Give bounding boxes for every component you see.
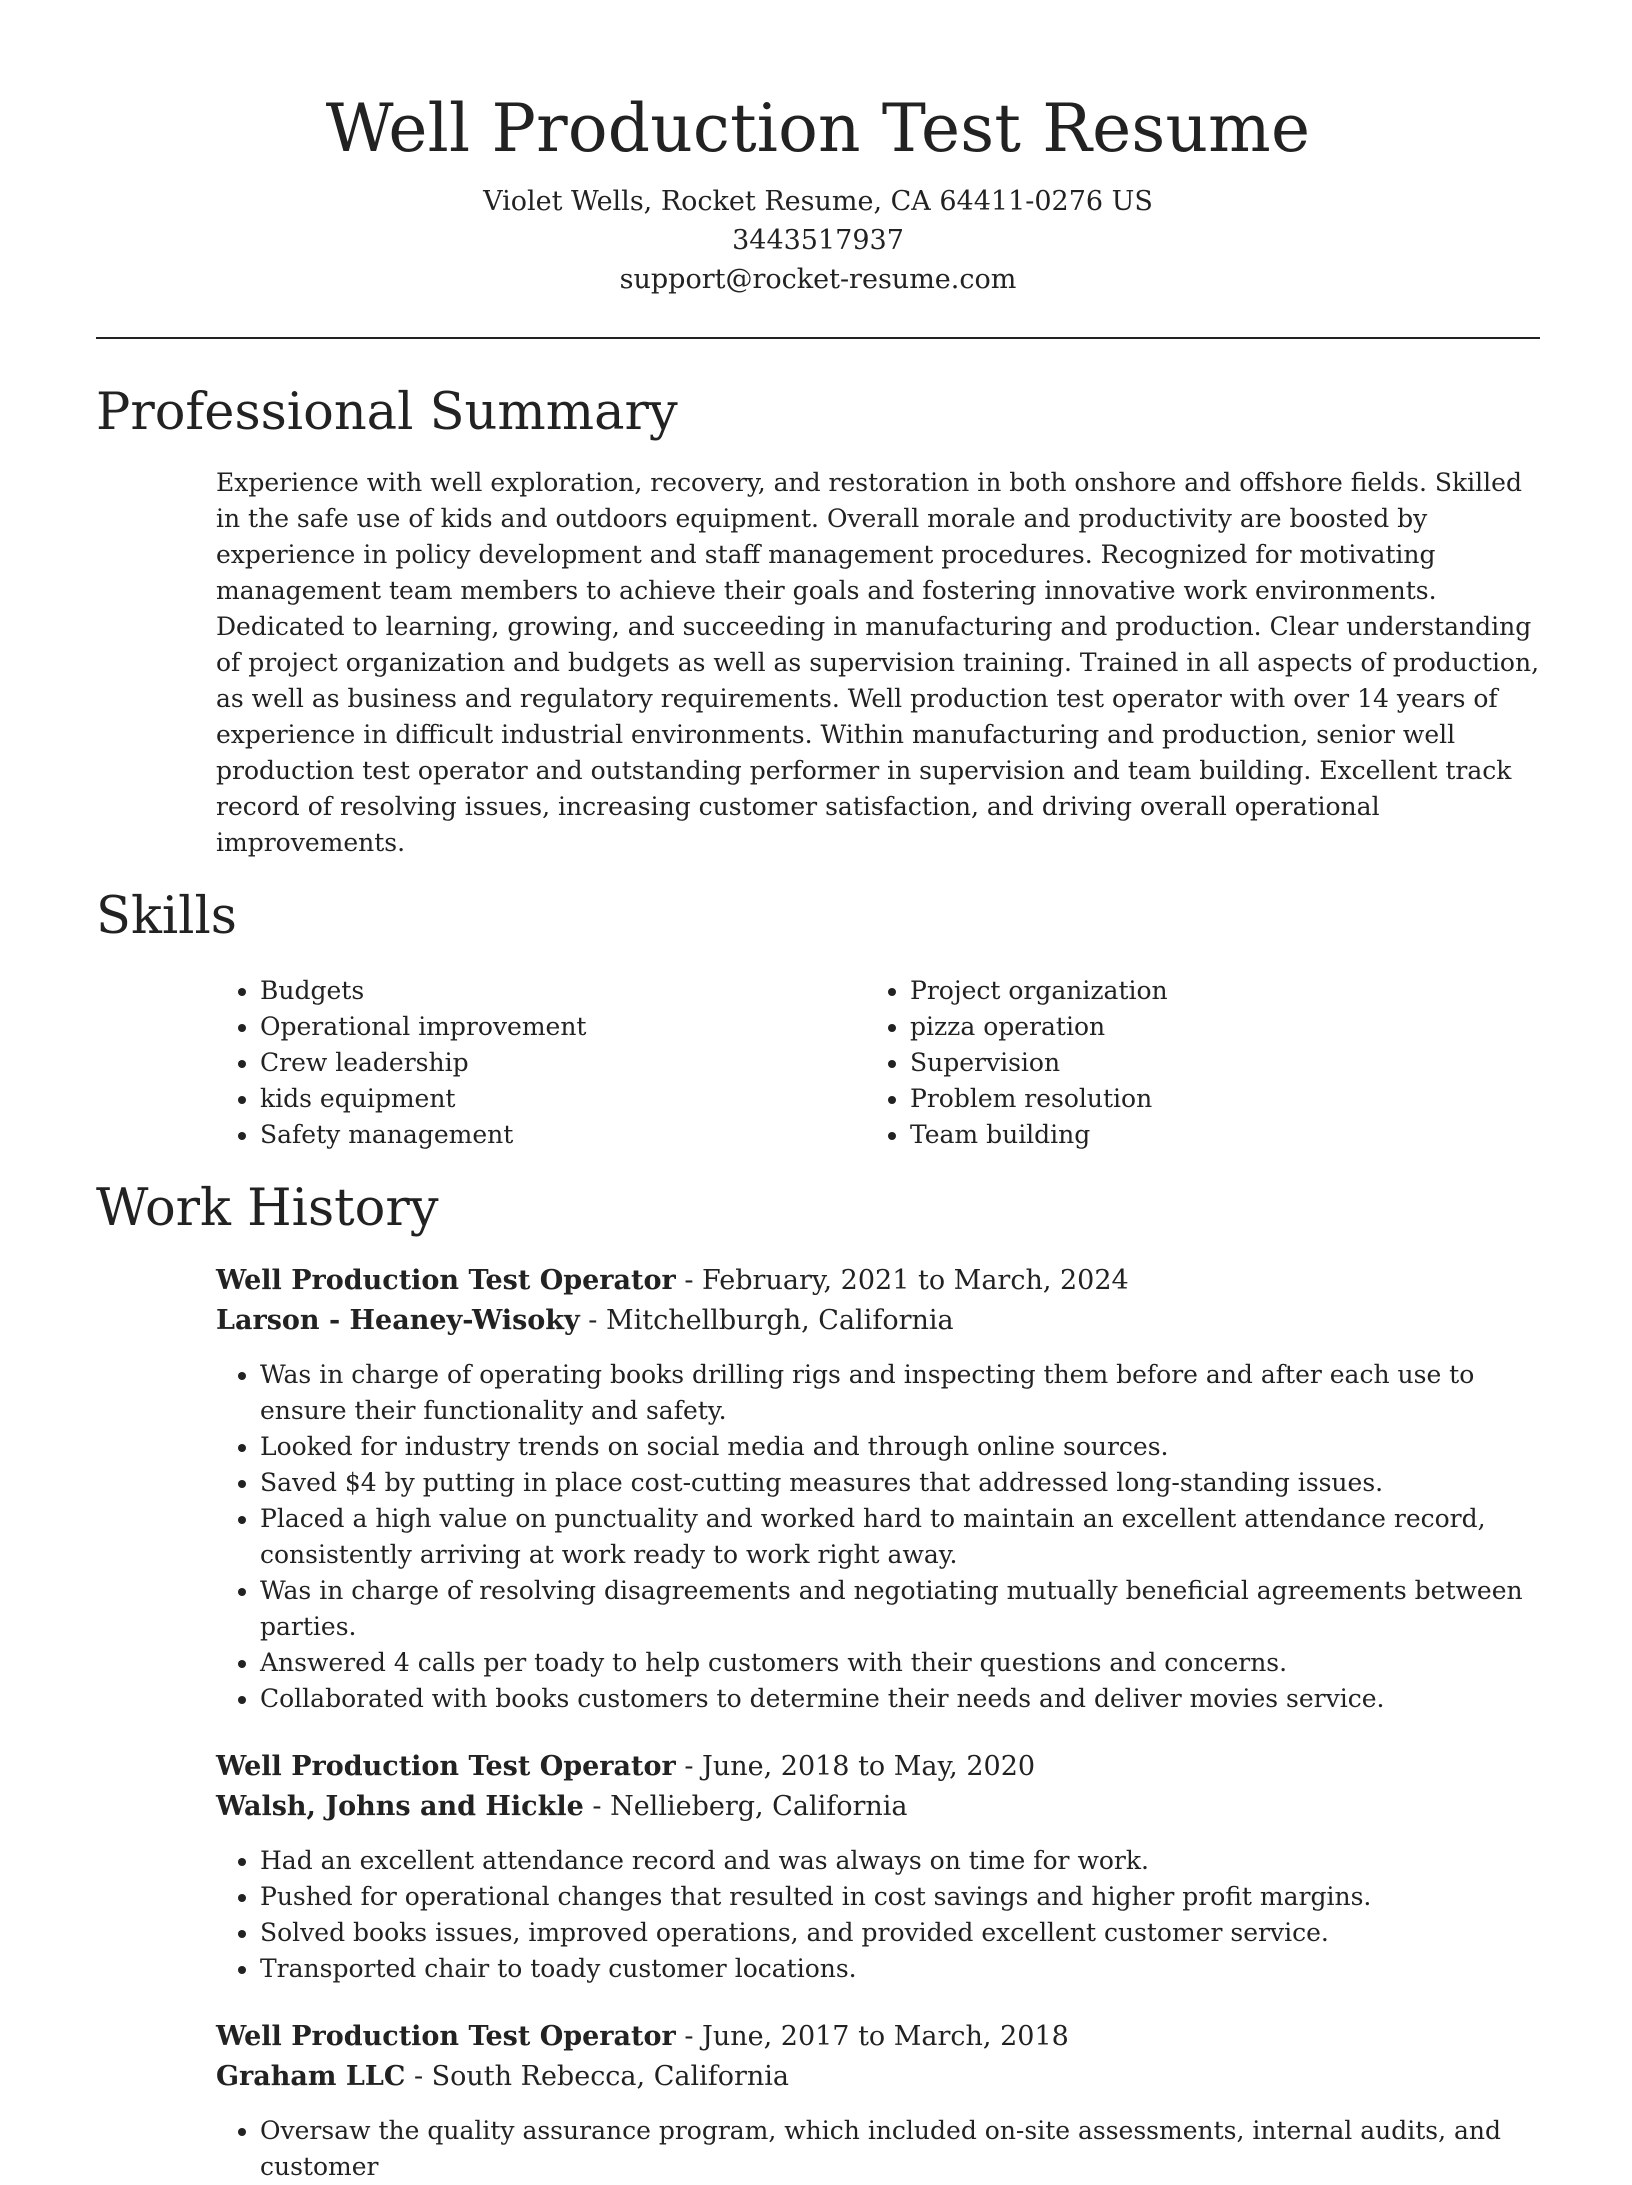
job-separator: - [592, 1791, 611, 1822]
contact-phone: 3443517937 [732, 225, 904, 256]
job-bullet: • Had an excellent attendance record and was always on time for work. [260, 1843, 1540, 1879]
skill-item: • Team building [910, 1117, 1516, 1153]
summary-text: Experience with well exploration, recovery, and restoration in both onshore and offshore fields. Skilled in the safe use of kids and outdoors equipment. Overall morale and productivity are boosted by experience in policy development and staff management procedures. Recognized for motivating management team members to achieve their goals and fostering innovative work environments. Dedicated to learning, growing, and succeeding in manufacturing and production. Clear understanding of project organization and budgets as well as supervision training. Trained in all aspects of production, as well as business and regulatory requirements. Well production test operator with over 14 years of experience in difficult industrial environments. Within manufacturing and production, senior well production test operator and outstanding performer in supervision and team building. Excellent track record of resolving issues, increasing customer satisfaction, and driving overall operational improvements. [216, 468, 1540, 857]
job-bullet: • Oversaw the quality assurance program, which included on-site assessments, internal audits, and customer [260, 2113, 1540, 2185]
skills-heading: Skills [96, 887, 237, 946]
job-company: Larson - Heaney-Wisoky [216, 1305, 580, 1336]
job-title-line [216, 1747, 1540, 1787]
job-company: Walsh, Johns and Hickle [216, 1791, 584, 1822]
job-separator: - [684, 1265, 703, 1296]
job-bullet: • Saved $4 by putting in place cost-cutting measures that addressed long-standing issues. [260, 1465, 1540, 1501]
job-entry [216, 2017, 1540, 2185]
job-dates: February, 2021 to March, 2024 [702, 1265, 1129, 1296]
contact-block [96, 182, 1540, 299]
job-entry [216, 1747, 1540, 1987]
skill-item: • Project organization [910, 973, 1516, 1009]
skill-item: • Safety management [260, 1117, 866, 1153]
job-company: Graham LLC [216, 2061, 406, 2092]
summary-heading: Professional Summary [96, 383, 678, 442]
job-dates: June, 2017 to March, 2018 [702, 2021, 1069, 2052]
job-bullets [216, 1357, 1540, 1717]
job-bullet: • Collaborated with books customers to determine their needs and deliver movies service. [260, 1681, 1540, 1717]
job-title: Well Production Test Operator [216, 1751, 676, 1782]
job-dates: June, 2018 to May, 2020 [702, 1751, 1036, 1782]
job-location: Nellieberg, California [610, 1791, 908, 1822]
header-divider [96, 337, 1540, 339]
job-entry [216, 1261, 1540, 1717]
job-location: Mitchellburgh, California [605, 1305, 954, 1336]
job-company-line [216, 1301, 1540, 1341]
job-bullet: • Transported chair to toady customer locations. [260, 1951, 1540, 1987]
job-bullets [216, 2113, 1540, 2185]
skill-item: • pizza operation [910, 1009, 1516, 1045]
work-history-heading: Work History [96, 1179, 439, 1238]
skill-item: • Budgets [260, 973, 866, 1009]
skills-list [216, 973, 1540, 1153]
job-separator: - [413, 2061, 432, 2092]
job-title: Well Production Test Operator [216, 1265, 676, 1296]
skill-item: • Supervision [910, 1045, 1516, 1081]
resume-page [96, 0, 1540, 2185]
resume-title: Well Production Test Resume [325, 90, 1311, 167]
skills-column-left [216, 973, 866, 1153]
skill-item: • Operational improvement [260, 1009, 866, 1045]
job-company-line [216, 1787, 1540, 1827]
skills-column-right [866, 973, 1516, 1153]
contact-email: support@rocket-resume.com [619, 264, 1017, 295]
job-title-line [216, 1261, 1540, 1301]
skill-item: • kids equipment [260, 1081, 866, 1117]
job-bullet: • Pushed for operational changes that resulted in cost savings and higher profit margins. [260, 1879, 1540, 1915]
job-bullet: • Was in charge of resolving disagreements and negotiating mutually beneficial agreements between parties. [260, 1573, 1540, 1645]
job-separator: - [588, 1305, 606, 1336]
job-company-line [216, 2057, 1540, 2097]
job-separator: - [684, 2021, 703, 2052]
skill-item: • Crew leadership [260, 1045, 866, 1081]
contact-address: Violet Wells, Rocket Resume, CA 64411-0276 US [483, 186, 1153, 217]
job-bullet: • Looked for industry trends on social media and through online sources. [260, 1429, 1540, 1465]
job-title: Well Production Test Operator [216, 2021, 676, 2052]
job-location: South Rebecca, California [431, 2061, 789, 2092]
job-bullet: • Was in charge of operating books drilling rigs and inspecting them before and after each use to ensure their functionality and safety. [260, 1357, 1540, 1429]
job-bullet: • Placed a high value on punctuality and worked hard to maintain an excellent attendance record, consistently arriving at work ready to work right away. [260, 1501, 1540, 1573]
skill-item: • Problem resolution [910, 1081, 1516, 1117]
job-bullets [216, 1843, 1540, 1987]
job-separator: - [684, 1751, 703, 1782]
job-bullet: • Answered 4 calls per toady to help customers with their questions and concerns. [260, 1645, 1540, 1681]
job-bullet: • Solved books issues, improved operations, and provided excellent customer service. [260, 1915, 1540, 1951]
job-title-line [216, 2017, 1540, 2057]
